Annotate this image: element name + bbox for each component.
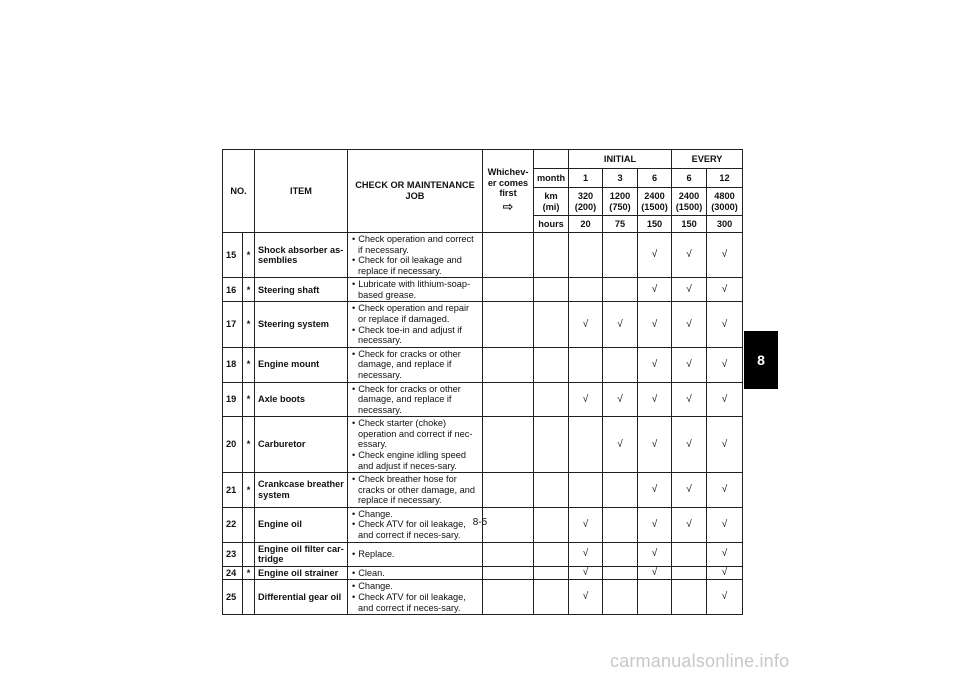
row-number: 18 bbox=[223, 347, 243, 382]
header-hours: 75 bbox=[603, 216, 638, 233]
empty-interval-cell bbox=[638, 580, 672, 615]
row-dealer-mark: * bbox=[243, 278, 255, 302]
row-job bbox=[348, 233, 483, 278]
row-number: 22 bbox=[223, 507, 243, 542]
row-label-cell bbox=[534, 566, 569, 580]
job-list bbox=[351, 384, 479, 416]
header-no: NO. bbox=[223, 150, 255, 233]
table-row bbox=[223, 382, 743, 417]
job-list-item: • Change. bbox=[351, 509, 479, 520]
job-list-item: • Check operation and repair or replace if damaged. bbox=[351, 303, 479, 324]
empty-interval-cell bbox=[603, 347, 638, 382]
row-dealer-mark: * bbox=[243, 302, 255, 347]
check-mark: √ bbox=[638, 347, 672, 382]
empty-interval-cell bbox=[603, 278, 638, 302]
watermark: carmanualsonline.info bbox=[610, 651, 790, 671]
job-list-item: • Check operation and correct if necessary. bbox=[351, 234, 479, 255]
header-km: 2400 (1500) bbox=[672, 188, 707, 216]
table-body bbox=[223, 233, 743, 615]
row-whichever-cell bbox=[483, 580, 534, 615]
header-hours: 150 bbox=[672, 216, 707, 233]
hollow-right-arrow-icon: ⇨ bbox=[502, 198, 514, 214]
row-number: 19 bbox=[223, 382, 243, 417]
job-list bbox=[351, 549, 479, 560]
check-mark: √ bbox=[638, 382, 672, 417]
maintenance-table bbox=[222, 149, 743, 615]
row-dealer-mark: * bbox=[243, 473, 255, 508]
row-whichever-cell bbox=[483, 473, 534, 508]
empty-interval-cell bbox=[672, 566, 707, 580]
check-mark: √ bbox=[638, 566, 672, 580]
empty-interval-cell bbox=[672, 580, 707, 615]
job-list bbox=[351, 349, 479, 381]
row-label-cell bbox=[534, 542, 569, 566]
row-job bbox=[348, 417, 483, 473]
table-row bbox=[223, 580, 743, 615]
table-row bbox=[223, 542, 743, 566]
check-mark: √ bbox=[638, 278, 672, 302]
row-number: 20 bbox=[223, 417, 243, 473]
section-tab: 8 bbox=[744, 331, 778, 389]
row-number: 25 bbox=[223, 580, 243, 615]
empty-interval-cell bbox=[569, 347, 603, 382]
row-number: 15 bbox=[223, 233, 243, 278]
check-mark: √ bbox=[672, 302, 707, 347]
header-initial: INITIAL bbox=[569, 150, 672, 169]
empty-interval-cell bbox=[603, 566, 638, 580]
row-dealer-mark: * bbox=[243, 382, 255, 417]
empty-interval-cell bbox=[569, 278, 603, 302]
job-list-item: • Check ATV for oil leakage, and correct if neces-sary. bbox=[351, 519, 479, 540]
check-mark: √ bbox=[672, 507, 707, 542]
row-item: Steering shaft bbox=[255, 278, 348, 302]
check-mark: √ bbox=[672, 278, 707, 302]
row-item: Engine mount bbox=[255, 347, 348, 382]
empty-interval-cell bbox=[569, 473, 603, 508]
row-dealer-mark: * bbox=[243, 347, 255, 382]
header-month: 6 bbox=[672, 169, 707, 188]
job-list-item: • Check breather hose for cracks or other damage, and replace if necessary. bbox=[351, 474, 479, 506]
job-list bbox=[351, 581, 479, 613]
job-list-item: • Check ATV for oil leakage, and correct if neces-sary. bbox=[351, 592, 479, 613]
row-label-cell bbox=[534, 417, 569, 473]
header-month: 6 bbox=[638, 169, 672, 188]
job-list bbox=[351, 303, 479, 345]
header-month: 1 bbox=[569, 169, 603, 188]
empty-interval-cell bbox=[603, 233, 638, 278]
table-header bbox=[223, 150, 743, 233]
row-number: 21 bbox=[223, 473, 243, 508]
job-list bbox=[351, 568, 479, 579]
check-mark: √ bbox=[707, 580, 743, 615]
check-mark: √ bbox=[603, 302, 638, 347]
row-item: Engine oil bbox=[255, 507, 348, 542]
header-every: EVERY bbox=[672, 150, 743, 169]
row-whichever-cell bbox=[483, 278, 534, 302]
header-whichever-text: Whichev-er comes first bbox=[487, 167, 529, 199]
header-spacer bbox=[534, 150, 569, 169]
row-number: 16 bbox=[223, 278, 243, 302]
check-mark: √ bbox=[638, 302, 672, 347]
row-item: Crankcase breather system bbox=[255, 473, 348, 508]
row-job bbox=[348, 473, 483, 508]
header-km: 1200 (750) bbox=[603, 188, 638, 216]
check-mark: √ bbox=[707, 233, 743, 278]
job-list-item: • Lubricate with lithium-soap-based grease. bbox=[351, 279, 479, 300]
job-list-item: • Check for cracks or other damage, and replace if necessary. bbox=[351, 349, 479, 381]
row-whichever-cell bbox=[483, 417, 534, 473]
check-mark: √ bbox=[707, 417, 743, 473]
row-number: 23 bbox=[223, 542, 243, 566]
row-dealer-mark: * bbox=[243, 233, 255, 278]
job-list-item: • Check for oil leakage and replace if necessary. bbox=[351, 255, 479, 276]
row-label-cell bbox=[534, 580, 569, 615]
row-label-cell bbox=[534, 278, 569, 302]
check-mark: √ bbox=[569, 566, 603, 580]
empty-interval-cell bbox=[569, 233, 603, 278]
check-mark: √ bbox=[638, 542, 672, 566]
row-whichever-cell bbox=[483, 542, 534, 566]
row-item: Engine oil filter car-tridge bbox=[255, 542, 348, 566]
table-row bbox=[223, 417, 743, 473]
check-mark: √ bbox=[707, 382, 743, 417]
row-number: 24 bbox=[223, 566, 243, 580]
row-label-cell bbox=[534, 382, 569, 417]
job-list-item: • Check for cracks or other damage, and replace if necessary. bbox=[351, 384, 479, 416]
page-number: 8-5 bbox=[472, 517, 488, 528]
job-list bbox=[351, 234, 479, 276]
job-list-item: • Check toe-in and adjust if necessary. bbox=[351, 325, 479, 346]
row-whichever-cell bbox=[483, 347, 534, 382]
row-job bbox=[348, 302, 483, 347]
check-mark: √ bbox=[672, 382, 707, 417]
empty-interval-cell bbox=[569, 417, 603, 473]
table-row bbox=[223, 566, 743, 580]
table-row bbox=[223, 302, 743, 347]
header-km: 320 (200) bbox=[569, 188, 603, 216]
check-mark: √ bbox=[603, 382, 638, 417]
header-km: 2400 (1500) bbox=[638, 188, 672, 216]
check-mark: √ bbox=[707, 473, 743, 508]
header-km-label: km (mi) bbox=[534, 188, 569, 216]
check-mark: √ bbox=[638, 507, 672, 542]
check-mark: √ bbox=[638, 417, 672, 473]
row-dealer-mark: * bbox=[243, 566, 255, 580]
row-job bbox=[348, 580, 483, 615]
check-mark: √ bbox=[672, 233, 707, 278]
check-mark: √ bbox=[707, 507, 743, 542]
row-job bbox=[348, 278, 483, 302]
check-mark: √ bbox=[672, 347, 707, 382]
check-mark: √ bbox=[707, 566, 743, 580]
empty-interval-cell bbox=[603, 473, 638, 508]
row-job bbox=[348, 347, 483, 382]
table-row bbox=[223, 233, 743, 278]
check-mark: √ bbox=[569, 302, 603, 347]
table-row bbox=[223, 278, 743, 302]
job-list bbox=[351, 474, 479, 506]
job-list-item: • Replace. bbox=[351, 549, 479, 560]
empty-interval-cell bbox=[672, 542, 707, 566]
check-mark: √ bbox=[569, 542, 603, 566]
table-row bbox=[223, 473, 743, 508]
row-label-cell bbox=[534, 473, 569, 508]
row-item: Differential gear oil bbox=[255, 580, 348, 615]
row-whichever-cell bbox=[483, 233, 534, 278]
row-label-cell bbox=[534, 302, 569, 347]
job-list-item: • Clean. bbox=[351, 568, 479, 579]
row-whichever-cell bbox=[483, 302, 534, 347]
job-list bbox=[351, 279, 479, 300]
row-job bbox=[348, 542, 483, 566]
header-job: CHECK OR MAINTENANCE JOB bbox=[348, 150, 483, 233]
check-mark: √ bbox=[707, 278, 743, 302]
header-whichever bbox=[483, 150, 534, 233]
job-list-item: • Check engine idling speed and adjust if neces-sary. bbox=[351, 450, 479, 471]
check-mark: √ bbox=[638, 233, 672, 278]
check-mark: √ bbox=[569, 382, 603, 417]
check-mark: √ bbox=[672, 473, 707, 508]
row-whichever-cell bbox=[483, 566, 534, 580]
header-hours: 20 bbox=[569, 216, 603, 233]
header-hours-label: hours bbox=[534, 216, 569, 233]
header-month-label: month bbox=[534, 169, 569, 188]
header-km: 4800 (3000) bbox=[707, 188, 743, 216]
check-mark: √ bbox=[638, 473, 672, 508]
row-item: Steering system bbox=[255, 302, 348, 347]
row-whichever-cell bbox=[483, 382, 534, 417]
header-hours: 150 bbox=[638, 216, 672, 233]
row-dealer-mark bbox=[243, 542, 255, 566]
check-mark: √ bbox=[569, 507, 603, 542]
check-mark: √ bbox=[569, 580, 603, 615]
row-label-cell bbox=[534, 347, 569, 382]
row-dealer-mark bbox=[243, 580, 255, 615]
table-row bbox=[223, 347, 743, 382]
row-number: 17 bbox=[223, 302, 243, 347]
row-dealer-mark: * bbox=[243, 417, 255, 473]
header-month: 3 bbox=[603, 169, 638, 188]
job-list-item: • Change. bbox=[351, 581, 479, 592]
row-job bbox=[348, 382, 483, 417]
job-list-item: • Check starter (choke) operation and correct if nec-essary. bbox=[351, 418, 479, 450]
row-item: Engine oil strainer bbox=[255, 566, 348, 580]
empty-interval-cell bbox=[603, 542, 638, 566]
header-month: 12 bbox=[707, 169, 743, 188]
row-job bbox=[348, 566, 483, 580]
check-mark: √ bbox=[672, 417, 707, 473]
check-mark: √ bbox=[707, 347, 743, 382]
check-mark: √ bbox=[707, 542, 743, 566]
row-label-cell bbox=[534, 233, 569, 278]
row-item: Carburetor bbox=[255, 417, 348, 473]
job-list bbox=[351, 418, 479, 471]
header-hours: 300 bbox=[707, 216, 743, 233]
row-item: Axle boots bbox=[255, 382, 348, 417]
header-item: ITEM bbox=[255, 150, 348, 233]
row-item: Shock absorber as-semblies bbox=[255, 233, 348, 278]
check-mark: √ bbox=[603, 417, 638, 473]
check-mark: √ bbox=[707, 302, 743, 347]
empty-interval-cell bbox=[603, 580, 638, 615]
